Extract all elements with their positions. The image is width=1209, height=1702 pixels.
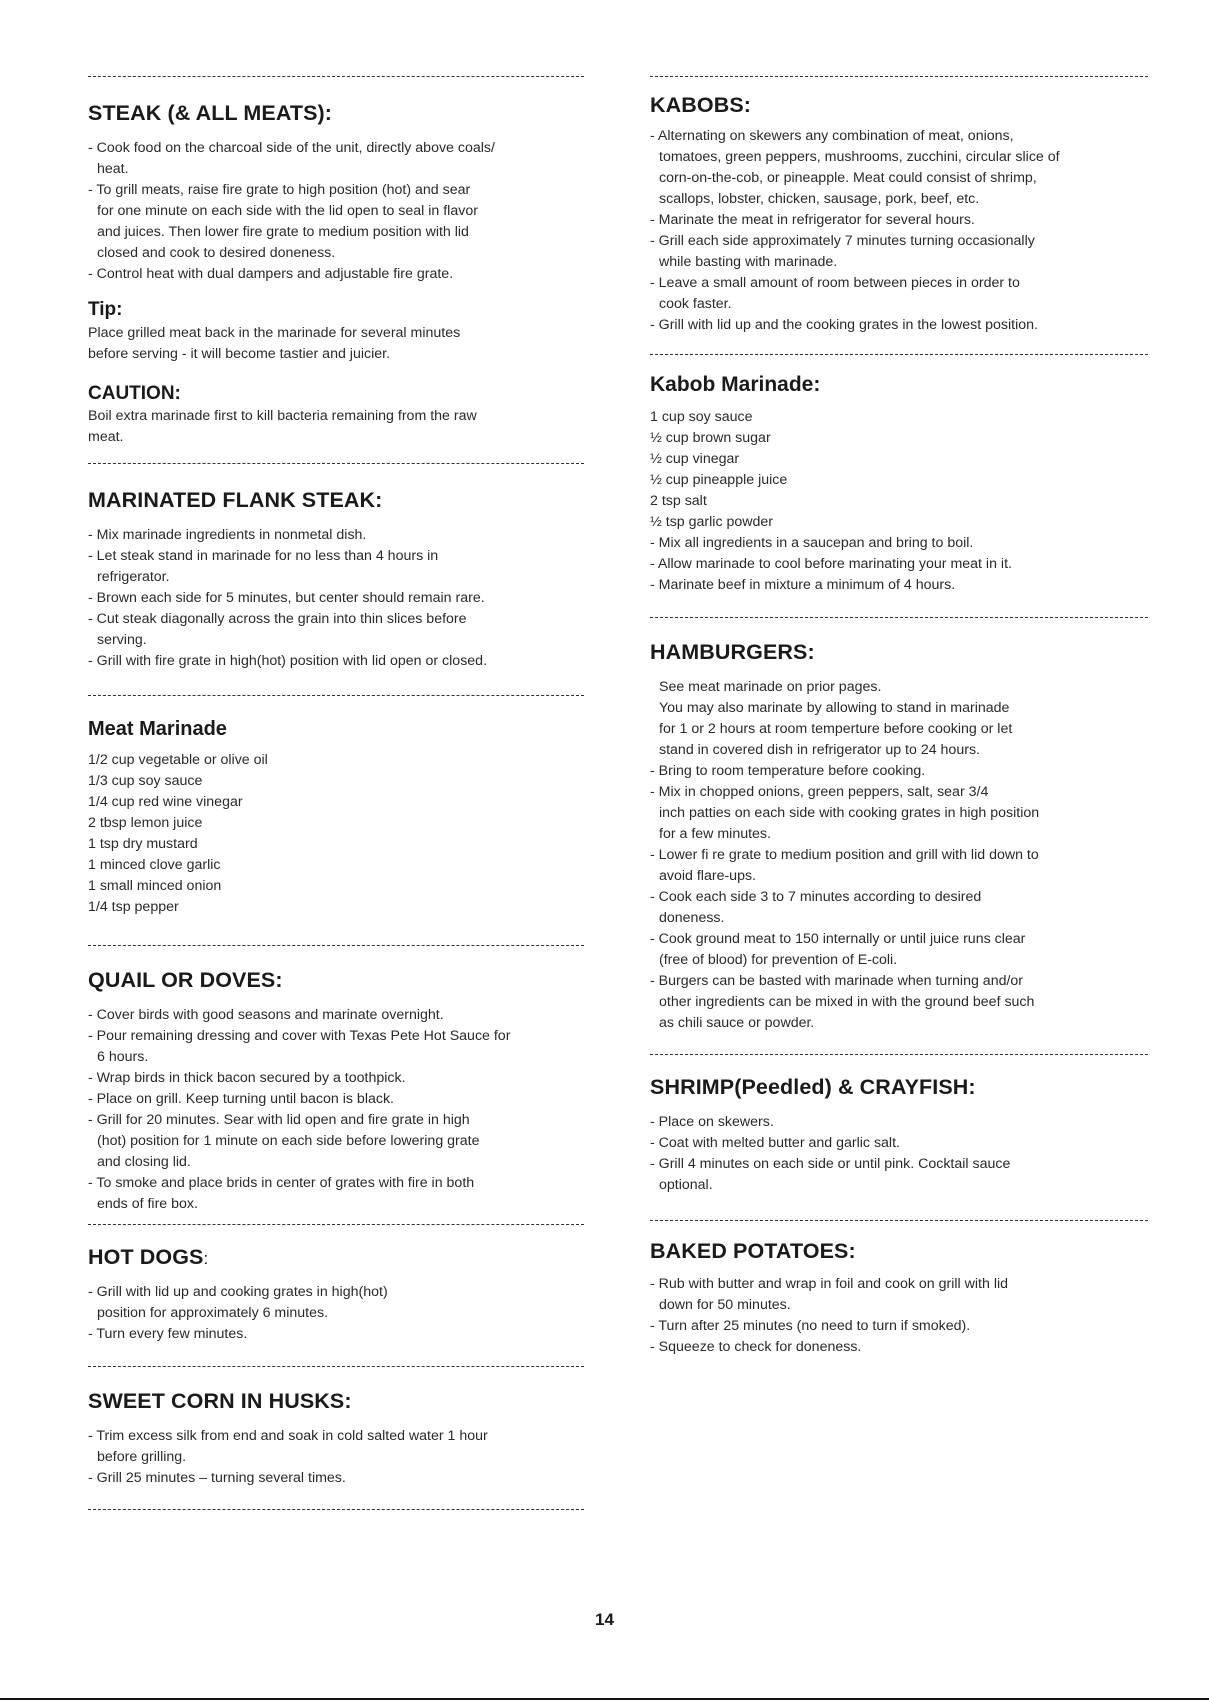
kabobs-line: - Grill each side approximately 7 minutes turning occasionally <box>650 233 1035 249</box>
corn-body <box>88 1426 584 1489</box>
hamburgers-line: - Bring to room temperature before cooking. <box>650 763 926 779</box>
hotdogs-section <box>88 1245 584 1345</box>
hotdogs-line: - Grill with lid up and cooking grates in high(hot) <box>88 1284 388 1300</box>
shrimp-line: optional. <box>659 1177 713 1193</box>
steak-line: - Cook food on the charcoal side of the unit, directly above coals/ <box>88 140 495 156</box>
flank-section <box>88 488 584 672</box>
flank-line: - Brown each side for 5 minutes, but center should remain rare. <box>88 590 485 606</box>
kabobs-body <box>650 126 1148 336</box>
flank-line: refrigerator. <box>97 569 170 585</box>
quail-line: 6 hours. <box>97 1049 149 1065</box>
steak-line: - Control heat with dual dampers and adjustable fire grate. <box>88 266 454 282</box>
potatoes-section <box>650 1239 1148 1358</box>
quail-section <box>88 968 584 1215</box>
potatoes-line: - Turn after 25 minutes (no need to turn if smoked). <box>650 1318 971 1334</box>
kabob-marinade-line: - Allow marinade to cool before marinating your meat in it. <box>650 556 1012 572</box>
meat-marinade-section <box>88 718 584 918</box>
quail-line: - Grill for 20 minutes. Sear with lid open and fire grate in high <box>88 1112 470 1128</box>
hamburgers-line: as chili sauce or powder. <box>659 1015 815 1031</box>
ingredient-line: 1 cup soy sauce <box>650 409 753 425</box>
shrimp-title: SHRIMP(Peedled) & CRAYFISH: <box>650 1075 976 1099</box>
hamburgers-line: You may also marinate by allowing to stand in marinade <box>659 700 1010 716</box>
tip-line: Place grilled meat back in the marinade for several minutes <box>88 325 461 341</box>
ingredient-line: 2 tsp salt <box>650 493 707 509</box>
flank-title: MARINATED FLANK STEAK: <box>88 488 383 512</box>
shrimp-body <box>650 1112 1148 1196</box>
hotdogs-title-text: HOT DOGS <box>88 1245 204 1269</box>
kabobs-line: cook faster. <box>659 296 732 312</box>
dashed-divider <box>650 354 1148 355</box>
ingredient-line: 1 small minced onion <box>88 878 222 894</box>
shrimp-line: - Grill 4 minutes on each side or until pink. Cocktail sauce <box>650 1156 1011 1172</box>
hamburgers-line: See meat marinade on prior pages. <box>659 679 882 695</box>
hotdogs-body <box>88 1282 584 1345</box>
hamburgers-line: for a few minutes. <box>659 826 771 842</box>
steak-line: heat. <box>97 161 129 177</box>
hamburgers-section <box>650 640 1148 1034</box>
steak-line: for one minute on each side with the lid open to seal in flavor <box>97 203 478 219</box>
quail-line: - Cover birds with good seasons and marinate overnight. <box>88 1007 444 1023</box>
hamburgers-line: doneness. <box>659 910 725 926</box>
quail-title: QUAIL OR DOVES: <box>88 968 283 992</box>
ingredient-line: 1/4 tsp pepper <box>88 899 179 915</box>
shrimp-line: - Coat with melted butter and garlic salt. <box>650 1135 900 1151</box>
kabobs-title: KABOBS: <box>650 93 752 117</box>
hamburgers-line: - Cook ground meat to 150 internally or until juice runs clear <box>650 931 1026 947</box>
corn-line: - Trim excess silk from end and soak in cold salted water 1 hour <box>88 1428 488 1444</box>
quail-line: - Wrap birds in thick bacon secured by a toothpick. <box>88 1070 406 1086</box>
steak-title: STEAK (& ALL MEATS): <box>88 101 333 125</box>
hamburgers-title: HAMBURGERS: <box>650 640 815 664</box>
potatoes-line: - Squeeze to check for doneness. <box>650 1339 862 1355</box>
ingredient-line: 1 tsp dry mustard <box>88 836 198 852</box>
tip-title: Tip: <box>88 299 123 320</box>
kabobs-line: scallops, lobster, chicken, sausage, pork, beef, etc. <box>659 191 980 207</box>
dashed-divider <box>88 695 584 696</box>
dashed-divider <box>88 1366 584 1367</box>
quail-line: and closing lid. <box>97 1154 191 1170</box>
ingredient-line: ½ cup vinegar <box>650 451 740 467</box>
hamburgers-line: - Cook each side 3 to 7 minutes according to desired <box>650 889 982 905</box>
hamburgers-body <box>650 677 1148 1034</box>
meat-marinade-body <box>88 750 584 918</box>
ingredient-line: 1/3 cup soy sauce <box>88 773 203 789</box>
kabobs-line: corn-on-the-cob, or pineapple. Meat could consist of shrimp, <box>659 170 1037 186</box>
potatoes-title: BAKED POTATOES: <box>650 1239 856 1263</box>
kabobs-line: - Alternating on skewers any combination of meat, onions, <box>650 128 1014 144</box>
corn-section <box>88 1389 584 1489</box>
potatoes-line: - Rub with butter and wrap in foil and cook on grill with lid <box>650 1276 1009 1292</box>
quail-body <box>88 1005 584 1215</box>
ingredient-line: ½ cup pineapple juice <box>650 472 788 488</box>
dashed-divider <box>88 76 584 77</box>
shrimp-section <box>650 1075 1148 1196</box>
ingredient-line: ½ tsp garlic powder <box>650 514 774 530</box>
ingredient-line: ½ cup brown sugar <box>650 430 771 446</box>
hamburgers-line: stand in covered dish in refrigerator up to 24 hours. <box>659 742 980 758</box>
kabob-marinade-title: Kabob Marinade: <box>650 373 821 396</box>
steak-line: - To grill meats, raise fire grate to high position (hot) and sear <box>88 182 471 198</box>
dashed-divider <box>88 463 584 464</box>
caution-line: meat. <box>88 429 124 445</box>
tip-line: before serving - it will become tastier and juicier. <box>88 346 391 362</box>
flank-line: - Mix marinade ingredients in nonmetal dish. <box>88 527 367 543</box>
flank-line: - Cut steak diagonally across the grain into thin slices before <box>88 611 467 627</box>
kabobs-section <box>650 93 1148 336</box>
kabob-marinade-section <box>650 373 1148 596</box>
hamburgers-line: - Lower fi re grate to medium position and grill with lid down to <box>650 847 1039 863</box>
potatoes-body <box>650 1274 1148 1358</box>
kabobs-line: - Marinate the meat in refrigerator for several hours. <box>650 212 975 228</box>
flank-body <box>88 525 584 672</box>
quail-line: ends of fire box. <box>97 1196 198 1212</box>
steak-line: and juices. Then lower fire grate to medium position with lid <box>97 224 469 240</box>
hotdogs-title-suffix: : <box>203 1249 209 1268</box>
ingredient-line: 1/2 cup vegetable or olive oil <box>88 752 268 768</box>
kabobs-line: - Grill with lid up and the cooking grates in the lowest position. <box>650 317 1038 333</box>
kabob-marinade-body <box>650 407 1148 596</box>
hamburgers-line: - Mix in chopped onions, green peppers, salt, sear 3/4 <box>650 784 989 800</box>
quail-line: - Place on grill. Keep turning until bacon is black. <box>88 1091 394 1107</box>
ingredient-line: 1 minced clove garlic <box>88 857 221 873</box>
kabobs-line: - Leave a small amount of room between pieces in order to <box>650 275 1020 291</box>
hamburgers-line: inch patties on each side with cooking grates in high position <box>659 805 1040 821</box>
ingredient-line: 2 tbsp lemon juice <box>88 815 203 831</box>
flank-line: serving. <box>97 632 147 648</box>
flank-line: - Let steak stand in marinade for no less than 4 hours in <box>88 548 439 564</box>
hamburgers-line: - Burgers can be basted with marinade when turning and/or <box>650 973 1024 989</box>
steak-line: closed and cook to desired doneness. <box>97 245 336 261</box>
meat-marinade-title: Meat Marinade <box>88 718 227 740</box>
caution-title: CAUTION: <box>88 383 181 404</box>
steak-body <box>88 138 584 285</box>
dashed-divider <box>650 76 1148 77</box>
left-column <box>88 76 584 1510</box>
kabobs-line: tomatoes, green peppers, mushrooms, zucchini, circular slice of <box>659 149 1060 165</box>
tip-body <box>88 323 584 365</box>
hamburgers-line: for 1 or 2 hours at room temperture before cooking or let <box>659 721 1013 737</box>
steak-section <box>88 101 584 448</box>
hotdogs-line: position for approximately 6 minutes. <box>97 1305 329 1321</box>
corn-line: - Grill 25 minutes – turning several times. <box>88 1470 346 1486</box>
corn-line: before grilling. <box>97 1449 187 1465</box>
quail-line: - Pour remaining dressing and cover with Texas Pete Hot Sauce for <box>88 1028 511 1044</box>
hamburgers-line: other ingredients can be mixed in with the ground beef such <box>659 994 1035 1010</box>
hotdogs-line: - Turn every few minutes. <box>88 1326 248 1342</box>
quail-line: (hot) position for 1 minute on each side before lowering grate <box>97 1133 480 1149</box>
kabob-marinade-line: - Marinate beef in mixture a minimum of 4 hours. <box>650 577 956 593</box>
dashed-divider <box>88 1509 584 1510</box>
quail-line: - To smoke and place brids in center of grates with fire in both <box>88 1175 475 1191</box>
caution-body <box>88 406 584 448</box>
potatoes-line: down for 50 minutes. <box>659 1297 791 1313</box>
shrimp-line: - Place on skewers. <box>650 1114 774 1130</box>
corn-title: SWEET CORN IN HUSKS: <box>88 1389 352 1413</box>
dashed-divider <box>650 1220 1148 1221</box>
caution-line: Boil extra marinade first to kill bacteria remaining from the raw <box>88 408 477 424</box>
hamburgers-line: (free of blood) for prevention of E-coli. <box>659 952 898 968</box>
flank-line: - Grill with fire grate in high(hot) position with lid open or closed. <box>88 653 488 669</box>
kabobs-line: while basting with marinade. <box>659 254 838 270</box>
hamburgers-line: avoid flare-ups. <box>659 868 756 884</box>
dashed-divider <box>650 1054 1148 1055</box>
dashed-divider <box>88 945 584 946</box>
dashed-divider <box>88 1224 584 1225</box>
page-number: 14 <box>595 1610 614 1629</box>
ingredient-line: 1/4 cup red wine vinegar <box>88 794 243 810</box>
dashed-divider <box>650 617 1148 618</box>
kabob-marinade-line: - Mix all ingredients in a saucepan and bring to boil. <box>650 535 974 551</box>
hotdogs-title <box>88 1245 584 1270</box>
right-column <box>650 76 1148 1358</box>
footer-rule <box>0 1698 1209 1700</box>
